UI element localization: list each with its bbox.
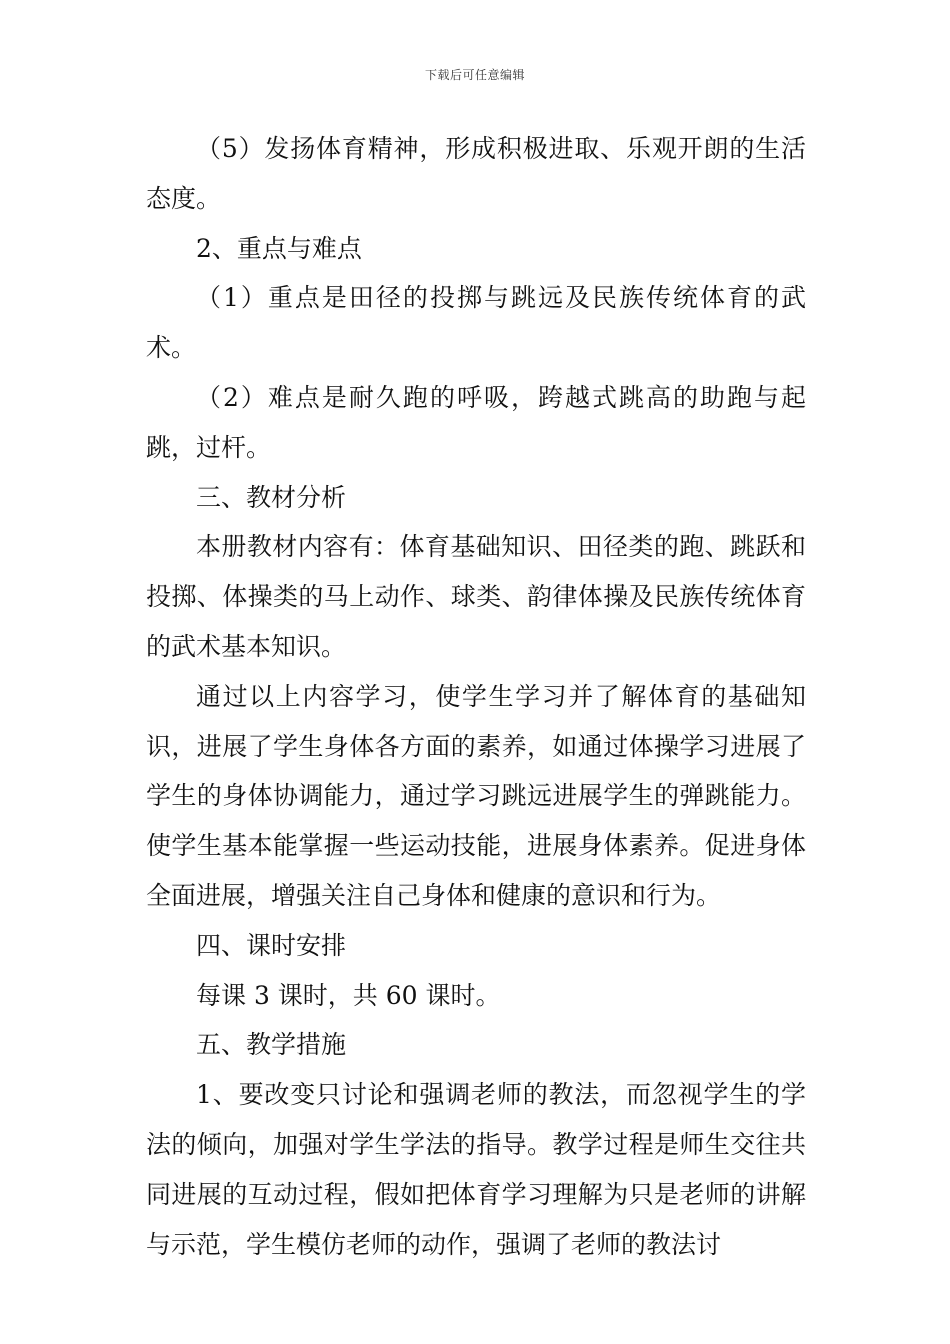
- page-header: 下载后可任意编辑: [424, 68, 525, 82]
- paragraph-key-point: （1）重点是田径的投掷与跳远及民族传统体育的武术。: [146, 283, 806, 363]
- paragraph-difficult-point: （2）难点是耐久跑的呼吸，跨越式跳高的助跑与起跳，过杆。: [146, 382, 806, 462]
- section-heading-schedule: 四、课时安排: [196, 930, 347, 960]
- document-body: [146, 124, 806, 1269]
- section-heading-material-analysis: 三、教材分析: [196, 482, 347, 512]
- section-heading-key-points: 2、重点与难点: [196, 233, 362, 263]
- paragraph-measure-1: 1、要改变只讨论和强调老师的教法，而忽视学生的学法的倾向，加强对学生学法的指导。教学过程是师生交往共同进展的互动过程，假如把体育学习理解为只是老师的讲解与示范，学生模仿老师的动作，强调了老师的教法讨: [146, 1080, 806, 1259]
- section-heading-measures: 五、教学措施: [196, 1030, 347, 1060]
- paragraph-attitude: （5）发扬体育精神，形成积极进取、乐观开朗的生活态度。: [146, 134, 806, 213]
- paragraph-learning-outcomes: 通过以上内容学习，使学生学习并了解体育的基础知识，进展了学生身体各方面的素养，如通过体操学习进展了学生的身体协调能力，通过学习跳远进展学生的弹跳能力。使学生基本能掌握一些运动技能，进展身体素养。促进身体全面进展，增强关注自己身体和健康的意识和行为。: [146, 681, 806, 910]
- paragraph-schedule: 每课 3 课时，共 60 课时。: [196, 980, 501, 1010]
- paragraph-material-content: 本册教材内容有：体育基础知识、田径类的跑、跳跃和投掷、体操类的马上动作、球类、韵律体操及民族传统体育的武术基本知识。: [146, 532, 806, 661]
